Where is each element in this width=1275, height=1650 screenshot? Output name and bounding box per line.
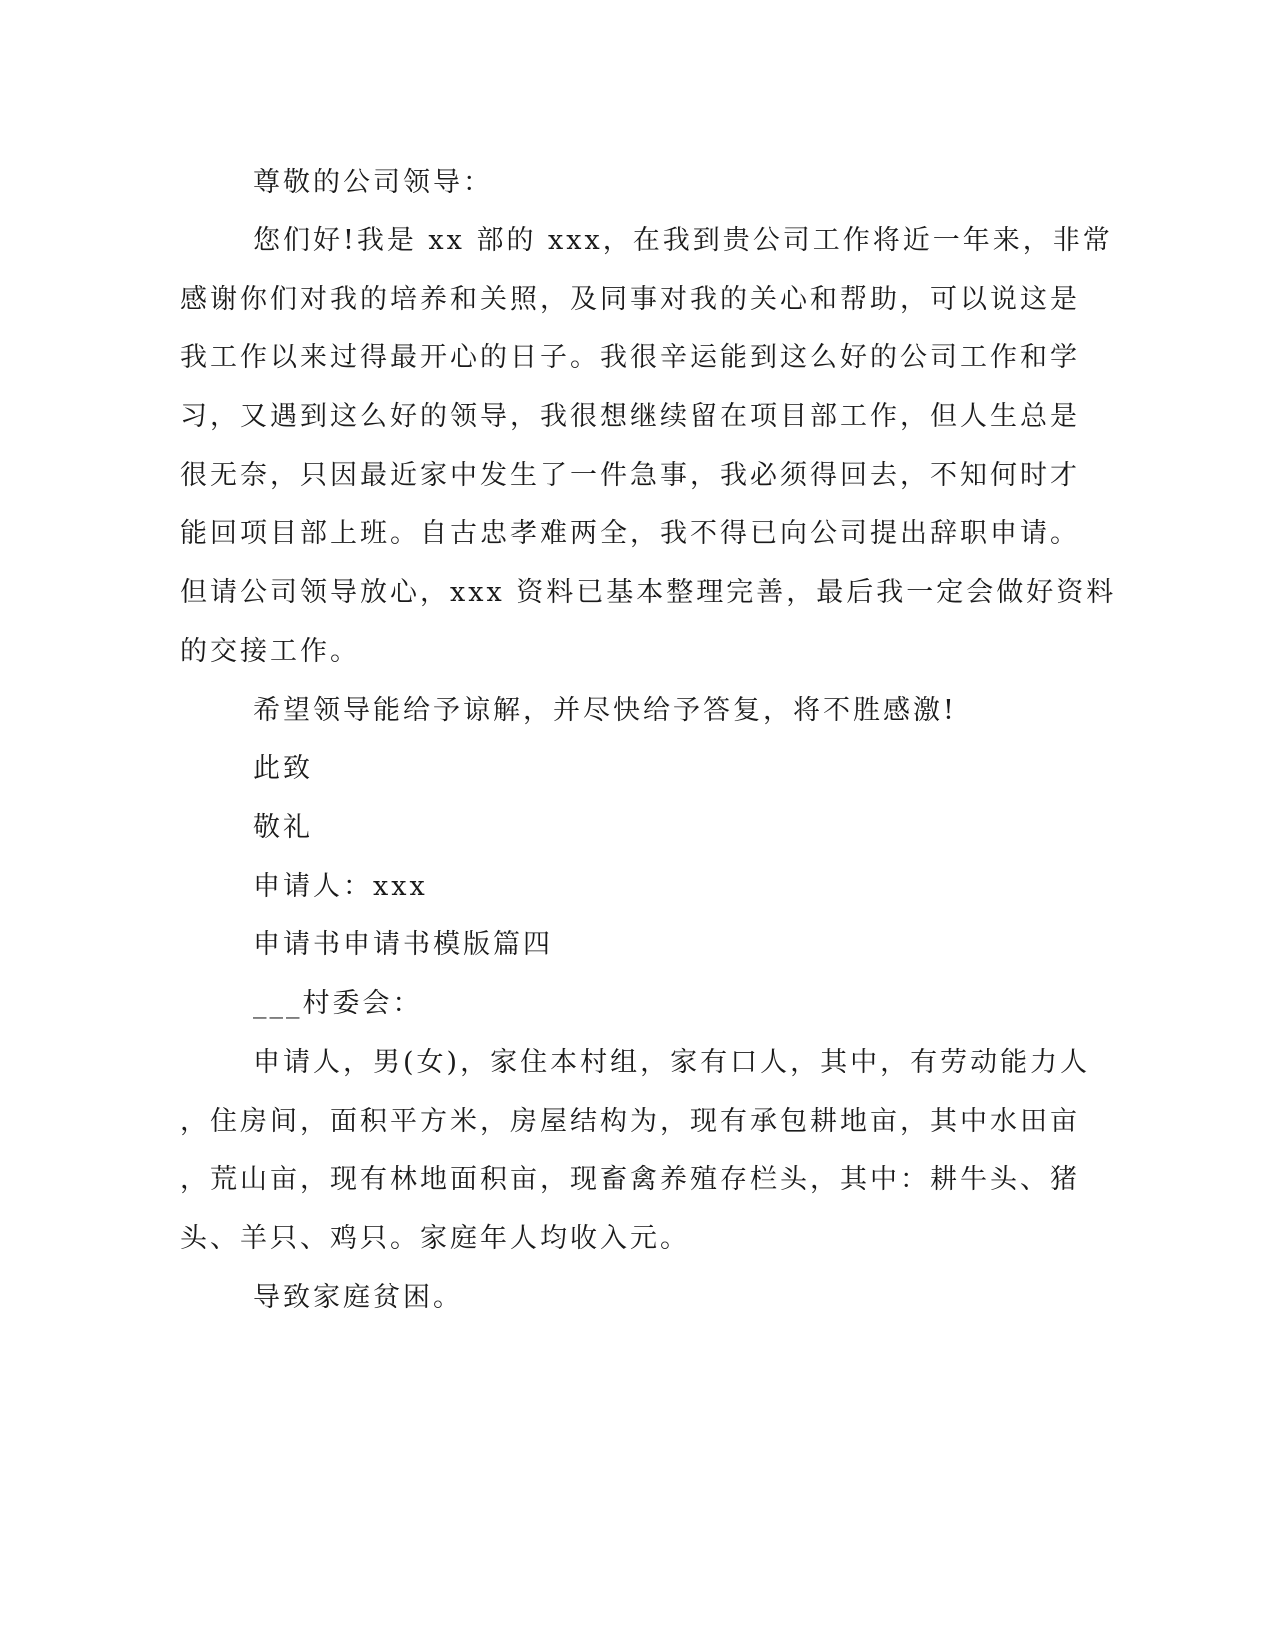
last-line: 导致家庭贫困。 (253, 1282, 463, 1313)
para1-line-8: 的交接工作。 (180, 636, 360, 667)
para1-line-5: 很无奈，只因最近家中发生了一件急事，我必须得回去，不知何时才 (180, 460, 1080, 491)
para2-line-4: 头、羊只、鸡只。家庭年人均收入元。 (180, 1223, 690, 1254)
para1-line-3: 我工作以来过得最开心的日子。我很辛运能到这么好的公司工作和学 (180, 342, 1080, 373)
applicant-line: 申请人：xxx (253, 871, 428, 902)
para1-line-2: 感谢你们对我的培养和关照，及同事对我的关心和帮助，可以说这是 (180, 284, 1080, 315)
para2-line-3: ，荒山亩，现有林地面积亩，现畜禽养殖存栏头，其中：耕牛头、猪 (180, 1164, 1080, 1195)
hope-line: 希望领导能给予谅解，并尽快给予答复，将不胜感激! (253, 695, 957, 726)
salutation: 尊敬的公司领导： (253, 167, 493, 198)
para2-line-2: ，住房间，面积平方米，房屋结构为，现有承包耕地亩，其中水田亩 (180, 1106, 1080, 1137)
para1-line-7: 但请公司领导放心，xxx 资料已基本整理完善，最后我一定会做好资料 (180, 577, 1117, 608)
closing-line-1: 此致 (253, 753, 313, 784)
addressee-line: ___村委会： (253, 988, 423, 1019)
para1-line-1: 您们好!我是 xx 部的 xxx，在我到贵公司工作将近一年来，非常 (253, 225, 1113, 256)
para1-line-4: 习，又遇到这么好的领导，我很想继续留在项目部工作，但人生总是 (180, 401, 1080, 432)
para1-line-6: 能回项目部上班。自古忠孝难两全，我不得已向公司提出辞职申请。 (180, 518, 1080, 549)
para2-line-1: 申请人，男(女)，家住本村组，家有口人，其中，有劳动能力人 (253, 1047, 1091, 1078)
closing-line-2: 敬礼 (253, 812, 313, 843)
section-title: 申请书申请书模版篇四 (253, 929, 553, 960)
